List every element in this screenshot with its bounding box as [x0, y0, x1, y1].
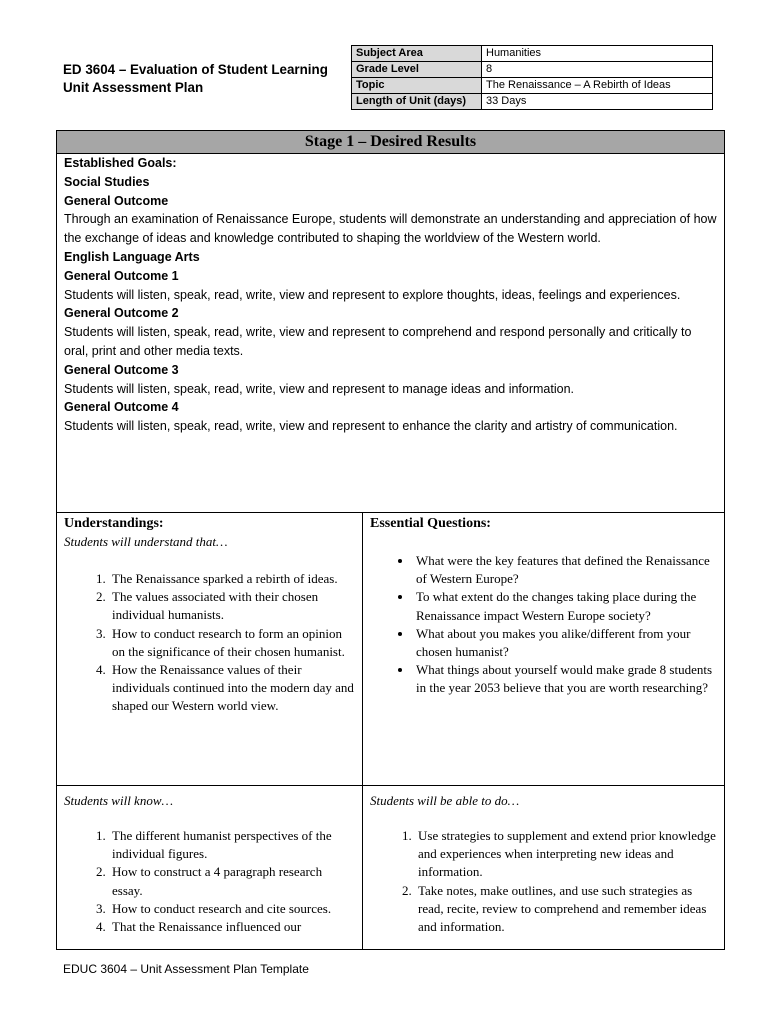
stage-title: Stage 1 – Desired Results: [57, 131, 724, 154]
social-studies-heading: Social Studies: [64, 174, 150, 189]
meta-value: 33 Days: [482, 94, 713, 110]
understandings-row: [57, 513, 724, 786]
outcome-4-text: Students will listen, speak, read, write, view and represent to enhance the clarity and artistry of communication.: [64, 419, 678, 434]
general-outcome-heading: General Outcome: [64, 193, 169, 208]
list-item: • To what extent do the changes taking place during the Renaissance impact Western Europe society?: [413, 588, 717, 624]
meta-row: [352, 78, 713, 94]
understandings-heading: Understandings:: [64, 516, 164, 531]
outcome-3-text: Students will listen, speak, read, write, view and represent to manage ideas and information.: [64, 381, 574, 396]
outcome-1-text: Students will listen, speak, read, write, view and represent to explore thoughts, ideas, feelings and experiences.: [64, 287, 681, 302]
list-item: 3. How to conduct research to form an opinion on the significance of their chosen humanist.: [109, 625, 355, 661]
goals-heading: Established Goals:: [64, 156, 177, 170]
list-item: 2. Take notes, make outlines, and use such strategies as read, recite, review to comprehend and remember ideas and information.: [415, 882, 717, 937]
do-cell: [363, 786, 724, 950]
list-item: 4. That the Renaissance influenced our: [109, 918, 355, 936]
meta-value: Humanities: [482, 46, 713, 62]
stage-1-sheet: [56, 130, 725, 950]
ela-heading: English Language Arts: [64, 249, 200, 264]
meta-key: Topic: [352, 78, 482, 94]
list-item: • What about you makes you alike/different from your chosen humanist?: [413, 625, 717, 661]
unit-meta-table: [351, 45, 713, 110]
course-title: [63, 61, 343, 97]
outcome-1-heading: General Outcome 1: [64, 268, 179, 283]
list-item: 3. How to conduct research and cite sources.: [109, 900, 355, 918]
questions-heading: Essential Questions:: [370, 516, 491, 531]
plan-line: Unit Assessment Plan: [63, 80, 204, 95]
meta-value: 8: [482, 62, 713, 78]
do-list: [370, 827, 717, 936]
list-item: 1. The Renaissance sparked a rebirth of ideas.: [109, 570, 355, 588]
meta-key: Length of Unit (days): [352, 94, 482, 110]
list-item: 2. The values associated with their chosen individual humanists.: [109, 588, 355, 624]
understandings-sub: Students will understand that…: [64, 534, 228, 549]
understandings-list: [64, 570, 355, 716]
knowledge-skills-row: [57, 786, 724, 950]
meta-row: [352, 94, 713, 110]
list-item: • What were the key features that defined the Renaissance of Western Europe?: [413, 552, 717, 588]
page-footer: EDUC 3604 – Unit Assessment Plan Template: [63, 962, 309, 976]
meta-key: Subject Area: [352, 46, 482, 62]
meta-key: Grade Level: [352, 62, 482, 78]
know-cell: [57, 786, 363, 950]
outcome-4-heading: General Outcome 4: [64, 400, 179, 415]
outcome-2-heading: General Outcome 2: [64, 306, 179, 321]
know-list: [64, 827, 355, 936]
list-item: • What things about yourself would make grade 8 students in the year 2053 believe that you are worth researching?: [413, 661, 717, 697]
list-item: 4. How the Renaissance values of their individuals continued into the modern day and shaped our Western world view.: [109, 661, 355, 716]
understandings-cell: [57, 513, 363, 785]
know-sub: Students will know…: [64, 793, 174, 808]
outcome-3-heading: General Outcome 3: [64, 362, 179, 377]
meta-row: [352, 46, 713, 62]
established-goals: [57, 154, 724, 513]
meta-value: The Renaissance – A Rebirth of Ideas: [482, 78, 713, 94]
meta-row: [352, 62, 713, 78]
list-item: 1. Use strategies to supplement and extend prior knowledge and experiences when interpreting new ideas and information.: [415, 827, 717, 882]
questions-list: [370, 552, 717, 698]
do-sub: Students will be able to do…: [370, 793, 520, 808]
list-item: 1. The different humanist perspectives of the individual figures.: [109, 827, 355, 863]
course-line: ED 3604 – Evaluation of Student Learning: [63, 62, 328, 77]
questions-cell: [363, 513, 724, 785]
list-item: 2. How to construct a 4 paragraph research essay.: [109, 863, 355, 899]
outcome-2-text: Students will listen, speak, read, write, view and represent to comprehend and respond personally and critically to oral, print and other media texts.: [64, 325, 692, 358]
general-outcome-text: Through an examination of Renaissance Europe, students will demonstrate an understanding and appreciation of how the exchange of ideas and knowledge contributed to shaping the worldview of the Western world.: [64, 212, 717, 246]
